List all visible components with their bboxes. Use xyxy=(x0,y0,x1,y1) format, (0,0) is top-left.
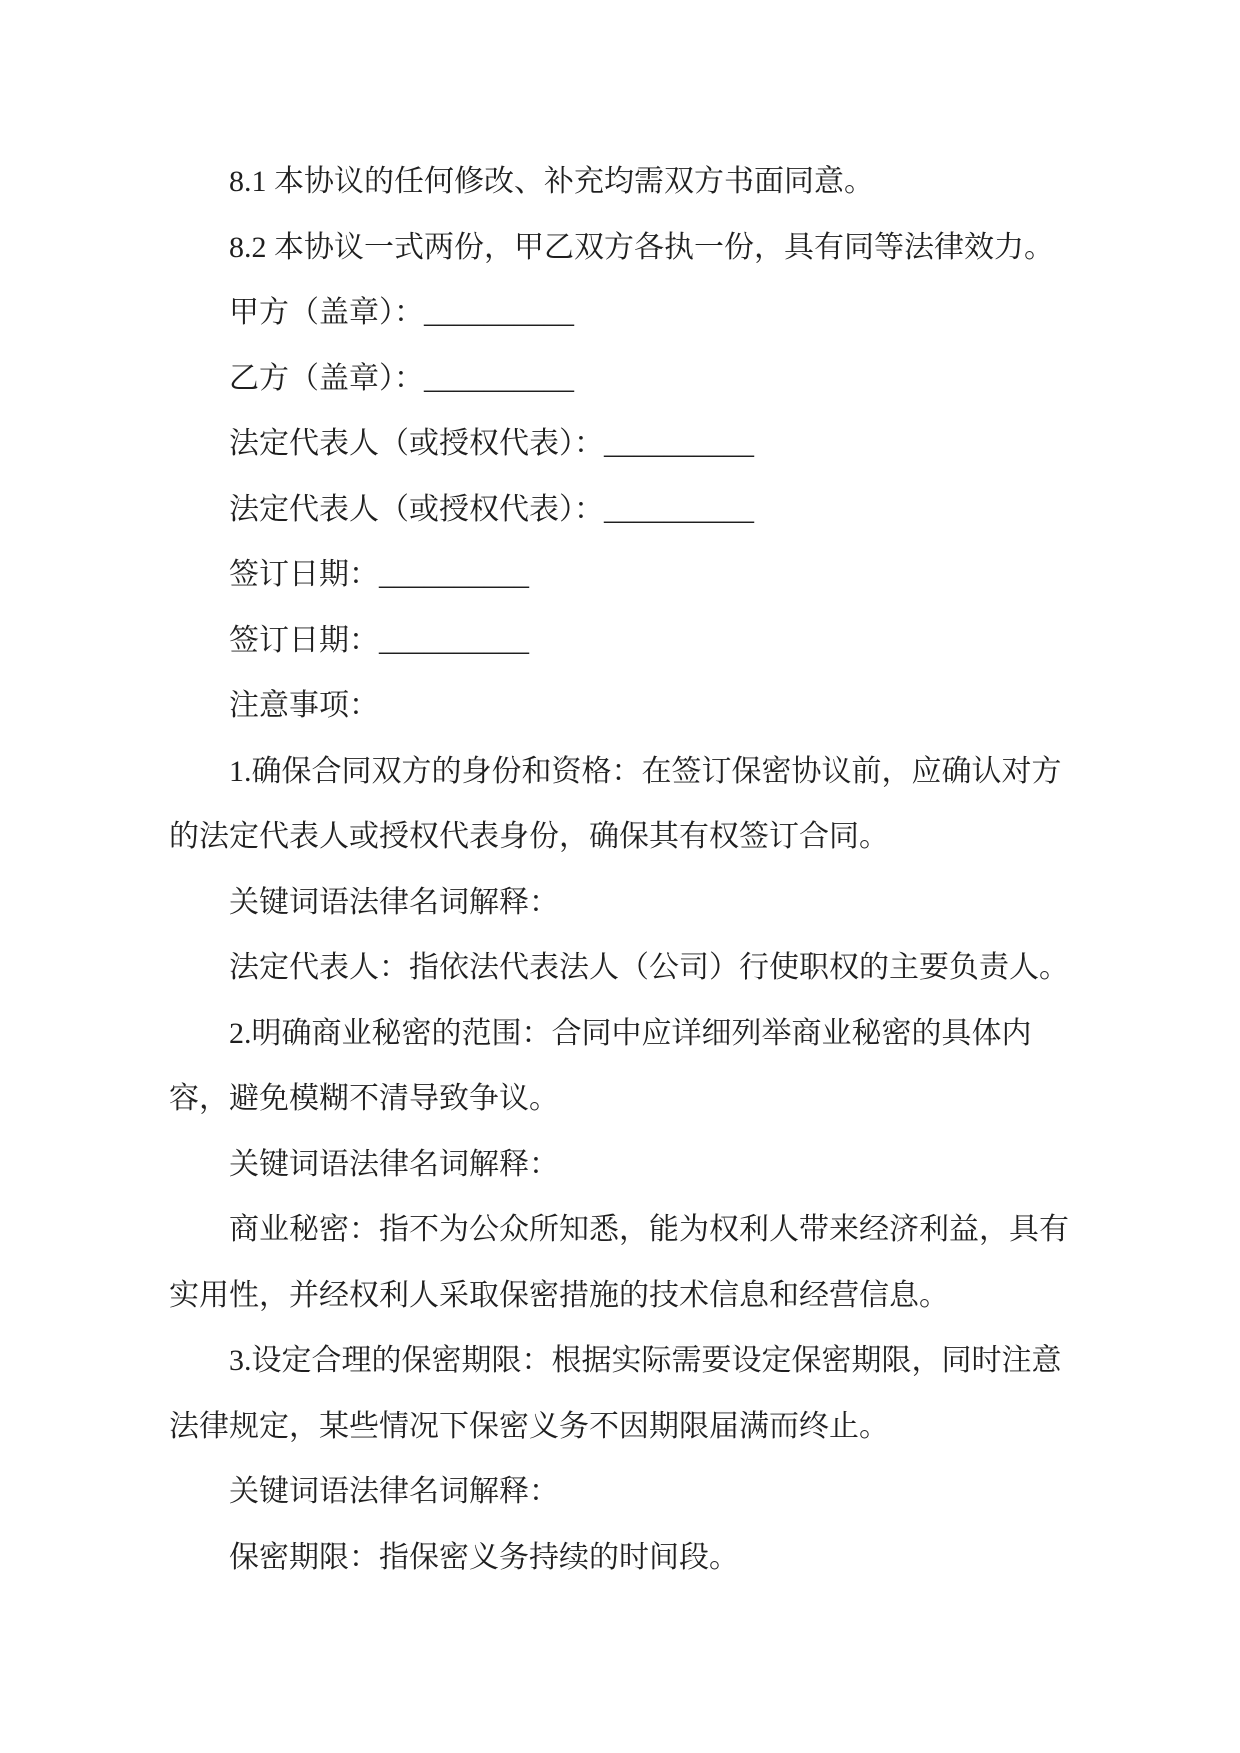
text-line: 关键词语法律名词解释： xyxy=(229,1147,559,1181)
text-line: 容，避免模糊不清导致争议。 xyxy=(169,1082,559,1115)
document-body xyxy=(169,149,1071,1590)
text-line: 注意事项： xyxy=(229,689,379,722)
text-line: 的法定代表人或授权代表身份，确保其有权签订合同。 xyxy=(169,820,889,853)
text-line: 关键词语法律名词解释： xyxy=(229,885,559,919)
text-line: 3.设定合理的保密期限：根据实际需要设定保密期限，同时注意 xyxy=(229,1344,1062,1377)
text-line: 8.2 本协议一式两份，甲乙双方各执一份，具有同等法律效力。 xyxy=(229,230,1054,264)
text-line: 8.1 本协议的任何修改、补充均需双方书面同意。 xyxy=(229,165,874,198)
text-line: 法定代表人（或授权代表）：__________ xyxy=(229,492,754,526)
text-line: 关键词语法律名词解释： xyxy=(229,1475,559,1508)
text-line: 商业秘密：指不为公众所知悉，能为权利人带来经济利益，具有 xyxy=(229,1213,1069,1246)
text-line: 法定代表人：指依法代表法人（公司）行使职权的主要负责人。 xyxy=(229,951,1069,984)
text-line: 甲方（盖章）：__________ xyxy=(229,296,574,329)
text-line: 保密期限：指保密义务持续的时间段。 xyxy=(229,1540,739,1574)
text-line: 乙方（盖章）：__________ xyxy=(229,361,574,395)
text-line: 实用性，并经权利人采取保密措施的技术信息和经营信息。 xyxy=(169,1278,949,1312)
text-line: 签订日期：__________ xyxy=(229,623,529,657)
text-line: 法律规定，某些情况下保密义务不因期限届满而终止。 xyxy=(169,1409,889,1443)
text-line: 2.明确商业秘密的范围：合同中应详细列举商业秘密的具体内 xyxy=(229,1016,1032,1050)
text-line: 签订日期：__________ xyxy=(229,558,529,591)
text-line: 法定代表人（或授权代表）：__________ xyxy=(229,427,754,460)
text-line: 1.确保合同双方的身份和资格：在签订保密协议前，应确认对方 xyxy=(229,754,1062,788)
